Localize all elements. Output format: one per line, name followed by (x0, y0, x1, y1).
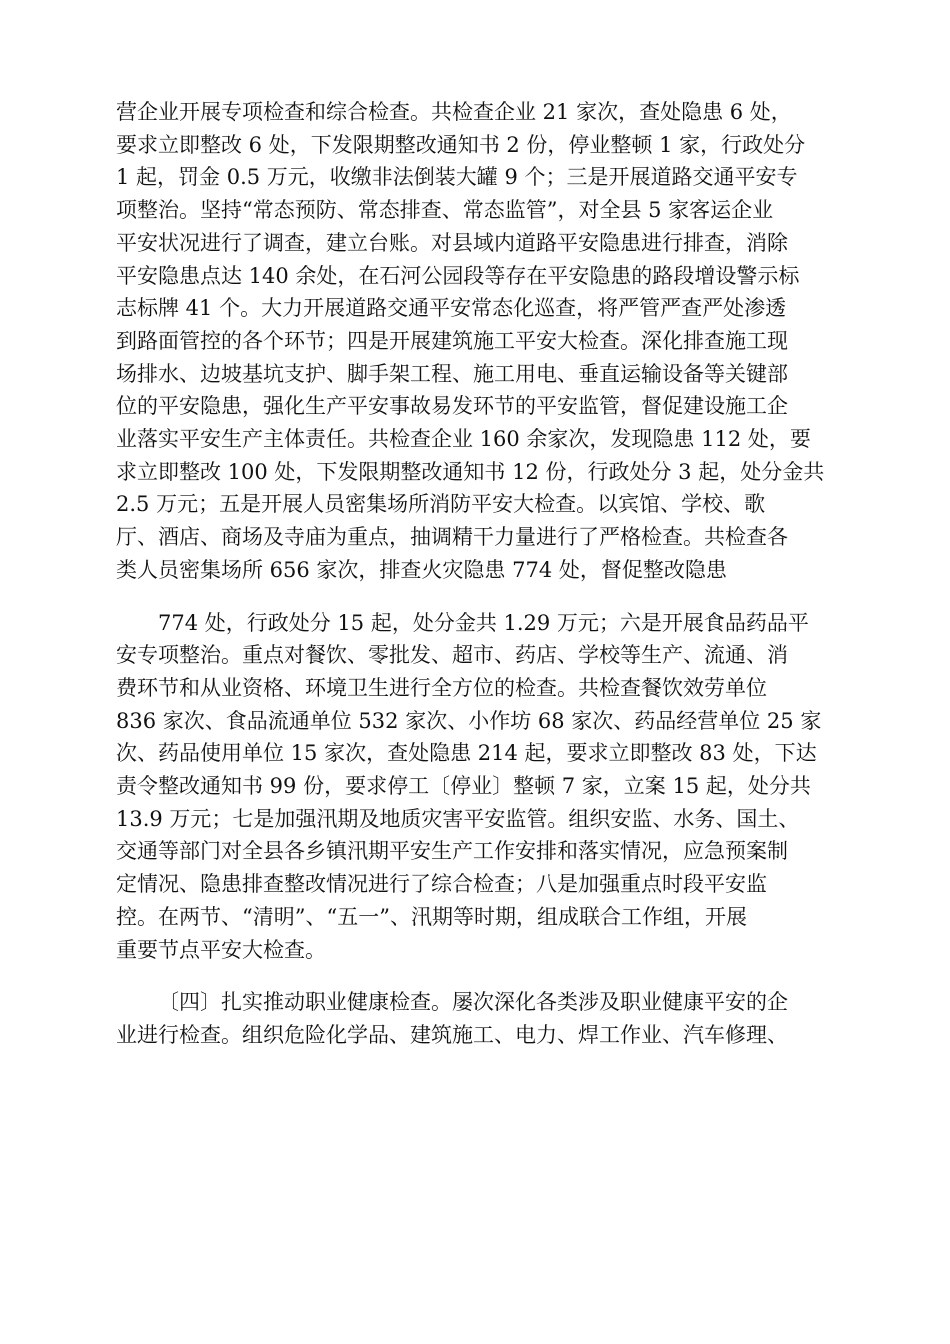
text-line: 志标牌 41 个。大力开展道路交通平安常态化巡查，将严管严查严处渗透 (116, 296, 787, 321)
text-line: 责令整改通知书 99 份，要求停工〔停业〕整顿 7 家，立案 15 起，处分共 (116, 774, 811, 799)
text-line: 次、药品使用单位 15 家次，查处隐患 214 起，要求立即整改 83 处，下达 (116, 741, 817, 766)
text-line: 要求立即整改 6 处，下发限期整改通知书 2 份，停业整顿 1 家，行政处分 (116, 132, 806, 157)
text-line: 定情况、隐患排查整改情况进行了综合检查；八是加强重点时段平安监 (116, 872, 767, 897)
text-line: 774 处，行政处分 15 起，处分金共 1.29 万元；六是开展食品药品平 (158, 610, 809, 635)
text-line: 〔四〕扎实推动职业健康检查。屡次深化各类涉及职业健康平安的企 (158, 990, 788, 1015)
text-line: 交通等部门对全县各乡镇汛期平安生产工作安排和落实情况，应急预案制 (116, 839, 788, 864)
text-line: 场排水、边坡基坑支护、脚手架工程、施工用电、垂直运输设备等关键部 (116, 361, 788, 386)
text-line: 13.9 万元；七是加强汛期及地质灾害平安监管。组织安监、水务、国土、 (116, 806, 800, 831)
text-line: 业进行检查。组织危险化学品、建筑施工、电力、焊工作业、汽车修理、 (116, 1022, 788, 1047)
text-line: 2.5 万元；五是开展人员密集场所消防平安大检查。以宾馆、学校、歌 (116, 492, 766, 517)
paragraph-safety-inspections (116, 96, 834, 587)
text-line: 类人员密集场所 656 家次，排查火灾隐患 774 处，督促整改隐患 (116, 557, 727, 582)
text-line: 控。在两节、“清明”、“五一”、汛期等时期，组成联合工作组，开展 (116, 904, 747, 929)
text-line: 平安隐患点达 140 余处，在石河公园段等存在平安隐患的路段增设警示标 (116, 263, 800, 288)
text-line: 安专项整治。重点对餐饮、零批发、超市、药店、学校等生产、流通、消 (116, 643, 788, 668)
text-line: 1 起，罚金 0.5 万元，收缴非法倒装大罐 9 个；三是开展道路交通平安专 (116, 165, 798, 190)
document-page (116, 96, 834, 1052)
text-line: 项整治。坚持“常态预防、常态排查、常态监管”，对全县 5 家客运企业 (116, 198, 774, 223)
text-line: 厅、酒店、商场及寺庙为重点，抽调精干力量进行了严格检查。共检查各 (116, 525, 788, 550)
text-line: 营企业开展专项检查和综合检查。共检查企业 21 家次，查处隐患 6 处， (116, 100, 792, 124)
text-line: 业落实平安生产主体责任。共检查企业 160 余家次，发现隐患 112 处，要 (116, 427, 811, 452)
paragraph-food-drug-flood (116, 607, 834, 967)
text-line: 836 家次、食品流通单位 532 家次、小作坊 68 家次、药品经营单位 25 家 (116, 708, 822, 733)
text-line: 位的平安隐患，强化生产平安事故易发环节的平安监管，督促建设施工企 (116, 394, 788, 419)
paragraph-occupational-health (116, 986, 834, 1051)
text-line: 到路面管控的各个环节；四是开展建筑施工平安大检查。深化排查施工现 (116, 328, 788, 353)
text-line: 求立即整改 100 处，下发限期整改通知书 12 份，行政处分 3 起，处分金共 (116, 459, 825, 484)
text-line: 平安状况进行了调查，建立台账。对县域内道路平安隐患进行排查，消除 (116, 230, 788, 255)
text-line: 费环节和从业资格、环境卫生进行全方位的检查。共检查餐饮效劳单位 (116, 675, 767, 700)
text-line: 重要节点平安大检查。 (116, 937, 326, 962)
